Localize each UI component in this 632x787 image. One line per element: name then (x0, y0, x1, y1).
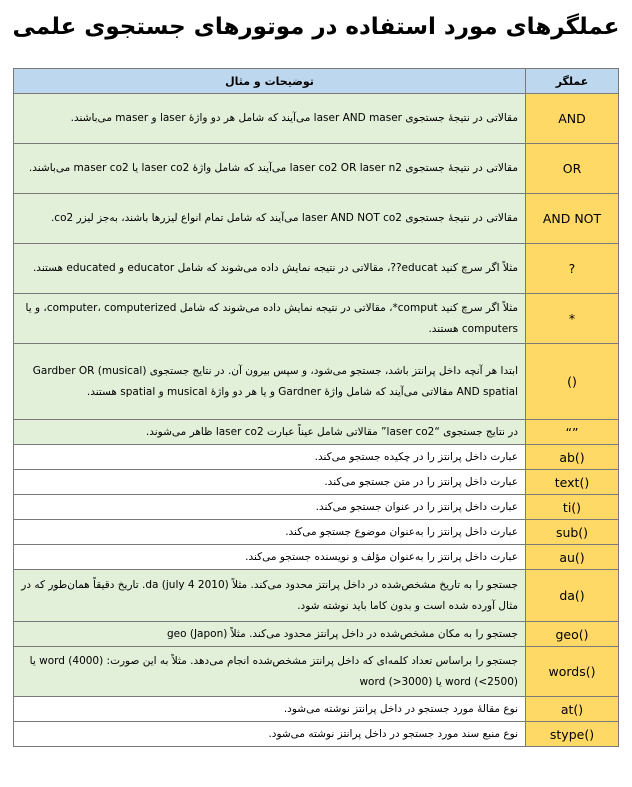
operator-cell: sub() (526, 520, 619, 545)
table-row (14, 94, 619, 144)
table-row (14, 144, 619, 194)
description-cell: مقالاتی در نتیجهٔ جستجوی laser AND maser می‌آیند که شامل هر دو واژهٔ laser و maser می‌باشند. (14, 94, 526, 144)
table-row (14, 420, 619, 445)
description-cell: جستجو را براساس تعداد کلمه‌ای که داخل پرانتز مشخص‌شده انجام می‌دهد. مثلاً به این صورت: (word (4000 یا (word (<2500 یا (word (>3000 (14, 647, 526, 697)
page-title: عملگرهای مورد استفاده در موتورهای جستجوی علمی (12, 14, 620, 40)
description-cell: مثلاً اگر سرچ کنید educat??، مقالاتی در نتیجه نمایش داده می‌شوند که شامل educator و educated هستند. (14, 244, 526, 294)
operator-cell: au() (526, 545, 619, 570)
header-description: توضیحات و مثال (14, 69, 526, 94)
operator-cell: ab() (526, 445, 619, 470)
table-row (14, 622, 619, 647)
description-cell: مقالاتی در نتیجهٔ جستجوی laser co2 OR laser n2 می‌آیند که شامل واژهٔ laser co2 یا maser co2 می‌باشند. (14, 144, 526, 194)
operator-cell: words() (526, 647, 619, 697)
table-row (14, 244, 619, 294)
operator-cell: text() (526, 470, 619, 495)
description-cell: در نتایج جستجوی “laser co2” مقالاتی شامل عیناً عبارت laser co2 ظاهر می‌شوند. (14, 420, 526, 445)
table-row (14, 722, 619, 747)
operator-cell: AND NOT (526, 194, 619, 244)
table-row (14, 545, 619, 570)
table-row (14, 570, 619, 622)
description-cell: مثلاً اگر سرچ کنید comput*، مقالاتی در نتیجه نمایش داده می‌شوند که شامل computer، computerized، و یا computers هستند. (14, 294, 526, 344)
table-row (14, 294, 619, 344)
operator-cell: da() (526, 570, 619, 622)
table-row (14, 647, 619, 697)
operator-cell: ti() (526, 495, 619, 520)
table-row (14, 445, 619, 470)
table-body (14, 94, 619, 747)
table-row (14, 495, 619, 520)
description-cell: مقالاتی در نتیجهٔ جستجوی laser AND NOT co2 می‌آیند که شامل تمام انواع لیزرها باشند، به‌جز لیزر co2. (14, 194, 526, 244)
operator-cell: at() (526, 697, 619, 722)
description-cell: جستجو را به تاریخ مشخص‌شده در داخل پرانتز محدود می‌کند. مثلاً (da (july 4 2010. تاریخ دقیقاً همان‌طور که در مثال آورده شده است و بدون کاما باید نوشته شود. (14, 570, 526, 622)
description-cell: عبارت داخل پرانتز را در متن جستجو می‌کند. (14, 470, 526, 495)
operator-cell: “” (526, 420, 619, 445)
table-row (14, 697, 619, 722)
operators-table (13, 68, 619, 747)
operator-cell: ? (526, 244, 619, 294)
operator-cell: AND (526, 94, 619, 144)
description-cell: نوع مقالهٔ مورد جستجو در داخل پرانتز نوشته می‌شود. (14, 697, 526, 722)
operator-cell: * (526, 294, 619, 344)
header-operator: عملگر (526, 69, 619, 94)
table-row (14, 520, 619, 545)
operator-cell: geo() (526, 622, 619, 647)
table-row (14, 194, 619, 244)
operator-cell: stype() (526, 722, 619, 747)
operator-cell: OR (526, 144, 619, 194)
description-cell: عبارت داخل پرانتز را به‌عنوان موضوع جستجو می‌کند. (14, 520, 526, 545)
operator-cell: () (526, 344, 619, 420)
description-cell: عبارت داخل پرانتز را در عنوان جستجو می‌کند. (14, 495, 526, 520)
description-cell: جستجو را به مکان مشخص‌شده در داخل پرانتز محدود می‌کند. مثلاً (geo (Japon (14, 622, 526, 647)
table-header-row (14, 69, 619, 94)
description-cell: ابتدا هر آنچه داخل پرانتز باشد، جستجو می‌شود، و سپس بیرون آن. در نتایج جستجوی (Gardber OR (musical AND spatial مقالاتی می‌آیند که شامل واژهٔ Gardner و یا هر دو واژهٔ musical و spatial هستند. (14, 344, 526, 420)
table-row (14, 344, 619, 420)
table-row (14, 470, 619, 495)
description-cell: عبارت داخل پرانتز را به‌عنوان مؤلف و نویسنده جستجو می‌کند. (14, 545, 526, 570)
description-cell: عبارت داخل پرانتز را در چکیده جستجو می‌کند. (14, 445, 526, 470)
description-cell: نوع منبع سند مورد جستجو در داخل پرانتز نوشته می‌شود. (14, 722, 526, 747)
